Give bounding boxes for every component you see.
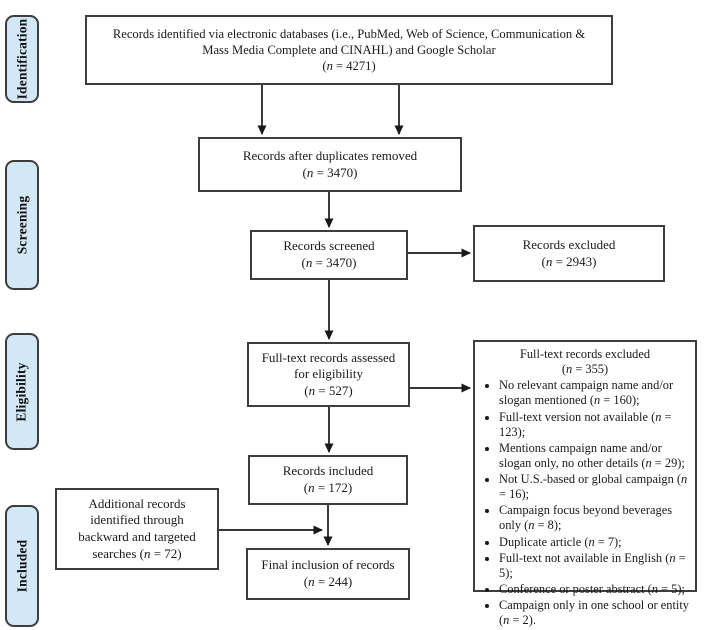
box-additional-records [55,488,219,570]
sidebar-stage-included [5,505,39,627]
box-text-line: (n = 244) [303,574,353,589]
box-text-line: Records included [282,463,374,479]
exclusion-reason: • Duplicate article (n = 7); [499,535,689,550]
box-records-included [248,455,408,505]
box-text-line: Full-text records assessed [261,349,396,365]
box-text-line: Records identified via electronic databases (i.e., PubMed, Web of Science, Communication & [112,26,586,41]
box-text-line: (n = 3470) [302,164,358,180]
exclusion-reason: • No relevant campaign name and/or slogan mentioned (n = 160); [499,378,689,408]
box-text-line: Final inclusion of records [261,557,395,573]
box-text-line: (n = 2943) [541,253,597,269]
box-fulltext-excluded [473,340,697,628]
box-text-line: Records after duplicates removed [242,147,418,163]
exclusion-reasons-list [481,378,689,629]
box-text-line: Additional records [88,495,186,511]
box-text-line: (n = 527) [304,382,353,398]
box-text-line: (n = 4271) [322,59,376,74]
box-text-line: searches (n = 72) [92,545,182,561]
sidebar-stage-eligibility [5,333,39,450]
stage-label: Eligibility [14,361,29,422]
sidebar-stage-identification [5,15,39,103]
exclusion-reason: • Full-text not available in English (n = 5); [499,551,689,581]
exclusion-reason: • Mentions campaign name and/or slogan only, no other details (n = 29); [499,441,689,471]
exclusion-reason: • Campaign only in one school or entity (n = 2). [499,598,689,628]
box-duplicates-removed [198,137,462,192]
sidebar-stage-screening [5,160,39,290]
box-text-line: Records screened [283,238,375,254]
stage-label: Screening [14,195,29,255]
box-text-line: for eligibility [294,366,363,382]
box-final-inclusion [246,548,410,600]
box-text-line: Mass Media Complete and CINAHL) and Google Scholar [202,42,496,57]
box-text-line: (n = 3470) [301,255,357,270]
box-text-line: backward and targeted [78,529,196,544]
box-records-screened [250,230,408,280]
box-records-identified [85,15,613,85]
exclusion-reason: • Not U.S.-based or global campaign (n = 16); [499,472,689,502]
exclusion-reason: • Campaign focus beyond beverages only (n = 8); [499,503,689,533]
box-text-line: Records excluded [522,236,616,252]
box-text-line: (n = 172) [303,480,353,495]
exclusion-reason: • Conference or poster abstract (n = 5); [499,582,689,597]
exclusion-reason: • Full-text version not available (n = 123); [499,410,689,440]
box-records-excluded [473,225,665,282]
box-title-line: (n = 355) [561,362,609,377]
box-title-line: Full-text records excluded [519,347,651,361]
box-text-line: identified through [90,512,184,528]
stage-label: Identification [14,18,29,100]
stage-label: Included [14,539,29,593]
box-fulltext-assessed [247,342,410,407]
